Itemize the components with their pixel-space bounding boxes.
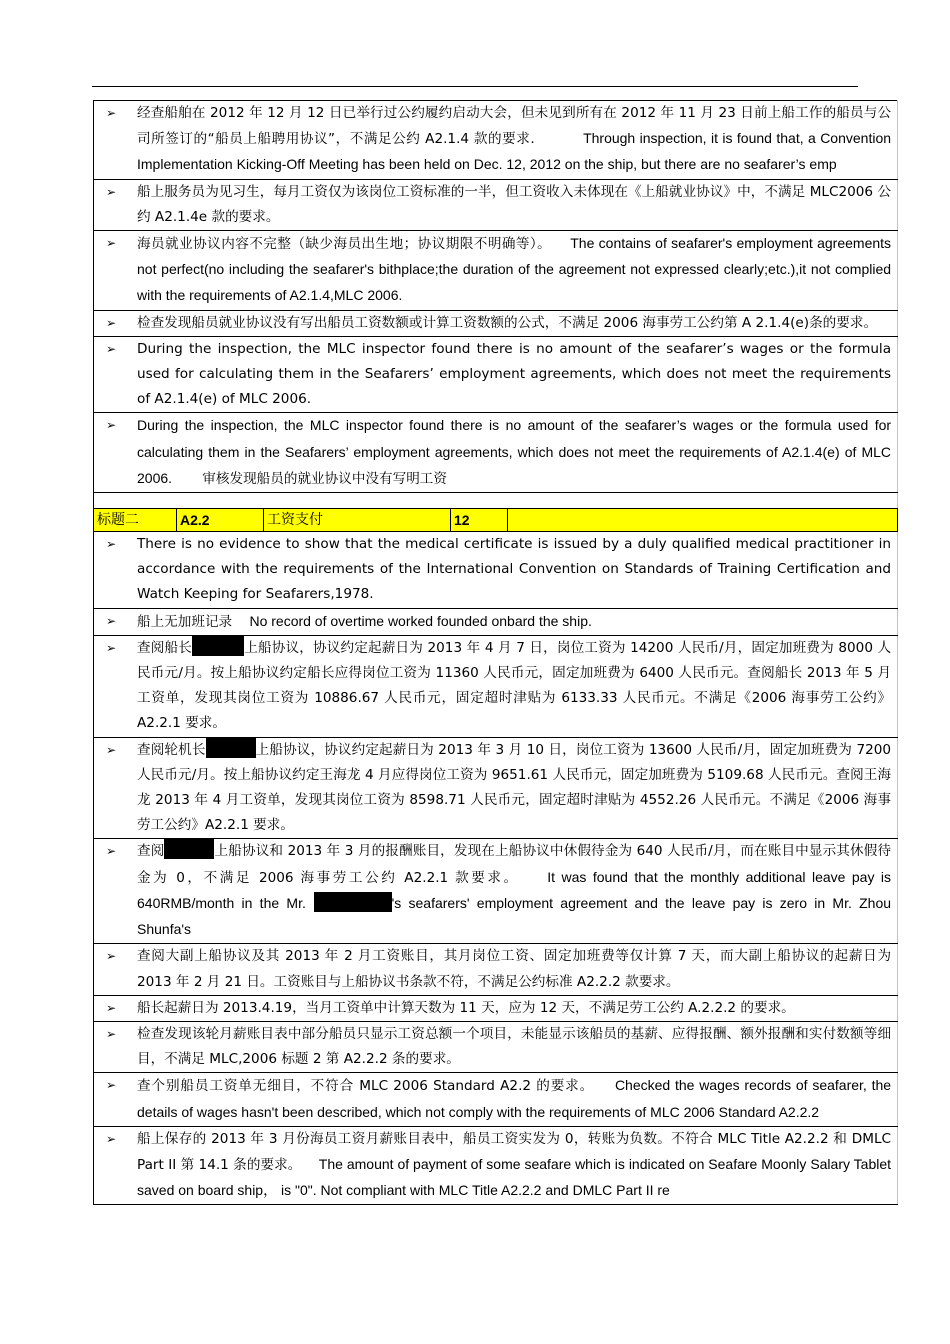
finding-text: 查阅轮机长: [137, 741, 206, 758]
finding-text: 船上服务员为见习生，每月工资仅为该岗位工资标准的一半，但工资收入未体现在《上船就业协议》中，不满足 MLC2006 公约 A2.1.4e 款的要求。: [137, 183, 892, 225]
arrow-bullet-icon: ➢: [106, 315, 117, 330]
table-row: [94, 413, 898, 493]
finding-text-en: 's seafarers' employment agreement and the leave pay is zero in Mr. Zhou Shunfa's: [137, 894, 892, 938]
arrow-bullet-icon: ➢: [106, 418, 117, 433]
finding-text: 船长起薪日为 2013.4.19，当月工资单中计算天数为 11 天，应为 12 天，不满足劳工公约 A.2.2.2 的要求。: [137, 999, 795, 1016]
arrow-bullet-icon: ➢: [106, 1078, 117, 1093]
table-row: [94, 336, 898, 413]
table-row: [94, 1021, 898, 1072]
finding-text: 船上无加班记录: [137, 613, 233, 630]
finding-text: 查个别船员工资单无细目，不符合 MLC 2006 Standard A2.2 的要求。: [137, 1078, 595, 1095]
arrow-bullet-icon: ➢: [106, 1131, 117, 1146]
finding-text: 海员就业协议内容不完整（缺少海员出生地；协议期限不明确等）。: [137, 236, 552, 253]
finding-text: 审核发现船员的就业协议中没有写明工资: [202, 470, 447, 487]
redaction-block: [314, 892, 392, 912]
arrow-bullet-icon: ➢: [106, 640, 117, 655]
section-name: 工资支付: [264, 509, 451, 532]
finding-text: 检查发现船员就业协议没有写出船员工资数额或计算工资数额的公式，不满足 2006 海事劳工公约第 A 2.1.4(e)条的要求。: [137, 314, 878, 331]
finding-text-en: There is no evidence to show that the medical certificate is issued by a duly qualified medical practitioner in accordance with the requirements of the International Convention on Standards of Training Certification and Watch Keeping for Seafarers,1978.: [137, 536, 892, 603]
table-row: [94, 1126, 898, 1205]
redaction-block: [192, 636, 244, 656]
findings-table: [93, 100, 898, 1205]
arrow-bullet-icon: ➢: [106, 537, 117, 552]
section-blank: [508, 509, 898, 532]
table-row: [94, 944, 898, 995]
table-row: [94, 995, 898, 1021]
redaction-block: [164, 839, 214, 859]
table-row: [94, 635, 898, 737]
arrow-bullet-icon: ➢: [106, 742, 117, 757]
finding-text: 查阅: [137, 843, 165, 860]
finding-text: 船上保存的 2013 年 3 月份海员工资月薪账目表中，船员工资实发为 0，转账为负数。不符合 MLC Title A2.2.2 和 DMLC Part II 第 14.1 条的要求。: [137, 1130, 892, 1173]
section-count: 12: [451, 509, 508, 532]
arrow-bullet-icon: ➢: [106, 949, 117, 964]
table-row: [94, 737, 898, 839]
finding-text: 上船协议，协议约定起薪日为 2013 年 4 月 7 日，岗位工资为 14200 人民币/月，固定加班费为 8000 人民币元/月。按上船协议约定船长应得岗位工资为 11360 人民币元，固定加班费为 6400 人民币元。查阅船长 2013 年 5 月工资单，发现其岗位工资为 10886.67 人民币元，固定超时津贴为 6133.33 人民币元。不满足《2006 海事劳工公约》A2.2.1 要求。: [137, 639, 892, 732]
section-title: 标题二: [94, 509, 177, 532]
finding-text: 查阅船长: [137, 639, 193, 656]
table-row: [94, 101, 898, 180]
finding-text-en: Through inspection, it is found that, a Convention Implementation Kicking-Off Meeting has been held on Dec. 12, 2012 on the ship, but there are no seafarer’s emp: [137, 130, 892, 173]
table-row: [94, 310, 898, 336]
spacer-row: [94, 493, 898, 509]
arrow-bullet-icon: ➢: [106, 613, 117, 628]
finding-text-en: The contains of seafarer's employment agreements not perfect(no including the seafarer's bithplace;the duration of the agreement not expressed clearly;etc.),it not complied with the requirements of A2.1.4,MLC 2006.: [137, 235, 892, 304]
arrow-bullet-icon: ➢: [106, 236, 117, 251]
finding-text-en: It was found that the monthly additional leave pay is 640RMB/month in the Mr.: [137, 868, 892, 911]
table-row: [94, 179, 898, 230]
finding-text-en: The amount of payment of some seafare which is indicated on Seafare Moonly Salary Tablet saved on board ship， is "0". Not compliant with MLC Title A2.2.2 and DMLC Part II re: [137, 1155, 892, 1199]
finding-text-en: During the inspection, the MLC inspector found there is no amount of the seafarer’s wages or the formula used for calculating them in the Seafarers’ employment agreements, which does not meet the requirements of A2.1.4(e) of MLC 2006.: [137, 340, 892, 408]
arrow-bullet-icon: ➢: [106, 844, 117, 859]
arrow-bullet-icon: ➢: [106, 341, 117, 356]
finding-text: 上船协议和 2013 年 3 月的报酬账目，发现在上船协议中休假待金为 640 人民币/月，而在账目中显示其休假待金为 0，不满足 2006 海事劳工公约 A2.2.1 款要求。: [137, 843, 892, 886]
section-header-row: [94, 509, 898, 532]
table-row: [94, 608, 898, 635]
finding-text: 查阅大副上船协议及其 2013 年 2 月工资账目，其月岗位工资、固定加班费等仅计算 7 天，而大副上船协议的起薪日为 2013 年 2 月 21 日。工资账目与上船协议书条款不符，不满足公约标准 A2.2.2 款要求。: [137, 948, 892, 990]
table-row: [94, 1073, 898, 1126]
arrow-bullet-icon: ➢: [106, 106, 117, 120]
table-row: [94, 532, 898, 609]
finding-text-en: No record of overtime worked founded onbard the ship.: [249, 612, 592, 629]
arrow-bullet-icon: ➢: [106, 1026, 117, 1041]
finding-text-en: Checked the wages records of seafarer, the details of wages hasn't been described, which not comply with the requirements of MLC 2006 Standard A2.2.2: [137, 1077, 892, 1120]
arrow-bullet-icon: ➢: [106, 184, 117, 199]
arrow-bullet-icon: ➢: [106, 1000, 117, 1015]
finding-text: 经查船舶在 2012 年 12 月 12 日已举行过公约履约启动大会，但未见到所有在 2012 年 11 月 23 日前上船工作的船员与公司所签订的“船员上船聘用协议”，不满足公约 A2.1.4 款的要求.: [137, 105, 892, 148]
finding-text-en: During the inspection, the MLC inspector found there is no amount of the seafarer’s wages or the formula used for calculating them in the Seafarers’ employment agreements, which does not meet the requirements of A2.1.4(e) of MLC 2006.: [137, 417, 892, 486]
table-row: [94, 839, 898, 944]
finding-text: 检查发现该轮月薪账目表中部分船员只显示工资总额一个项目，未能显示该船员的基薪、应得报酬、额外报酬和实付数额等细目，不满足 MLC,2006 标题 2 第 A2.2.2 条的要求。: [137, 1025, 892, 1068]
section-code: A2.2: [177, 509, 264, 532]
table-row: [94, 231, 898, 311]
finding-text: 上船协议，协议约定起薪日为 2013 年 3 月 10 日，岗位工资为 13600 人民币/月，固定加班费为 7200 人民币元/月。按上船协议约定王海龙 4 月应得岗位工资为 9651.61 人民币元，固定加班费为 5109.68 人民币元。查阅王海龙 2013 年 4 月工资单，发现其岗位工资为 8598.71 人民币元，固定超时津贴为 4552.26 人民币元。不满足《2006 海事劳工公约》A2.2.1 要求。: [137, 741, 892, 834]
redaction-block: [206, 738, 256, 758]
top-rule: [92, 86, 858, 87]
